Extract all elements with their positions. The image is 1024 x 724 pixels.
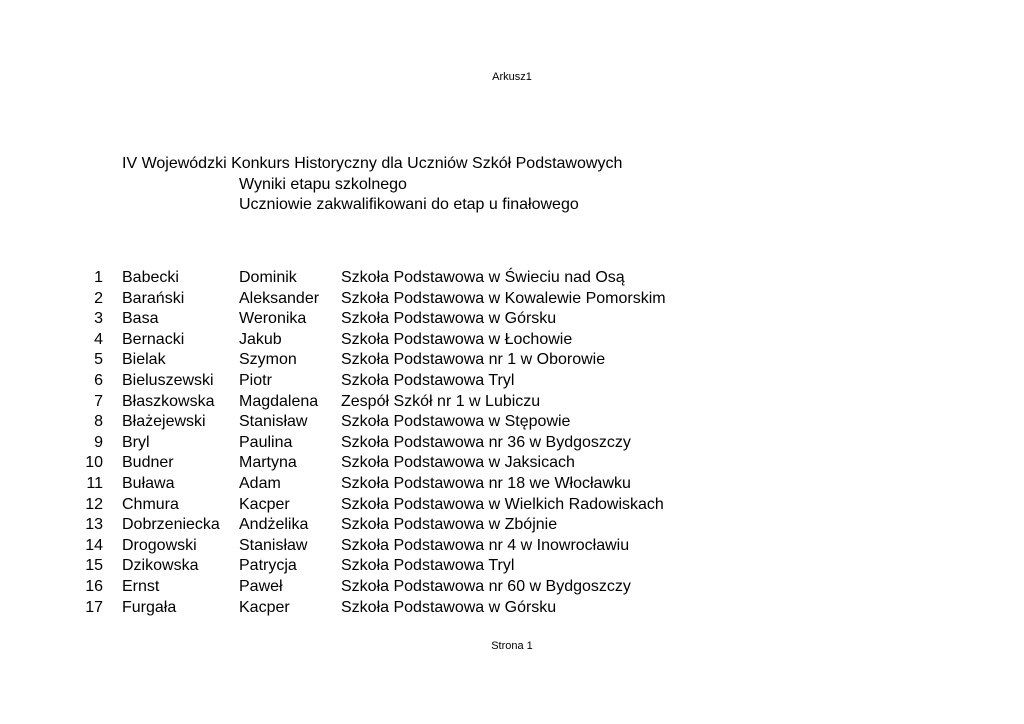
contest-title: IV Wojewódzki Konkurs Historyczny dla Uczniów Szkół Podstawowych: [122, 155, 623, 172]
first-name-cell: Patrycja: [239, 557, 297, 575]
first-name-cell: Weronika: [239, 310, 307, 328]
row-number: 7: [94, 392, 103, 410]
table-row: [60, 598, 760, 619]
school-cell: Szkoła Podstawowa nr 4 w Inowrocławiu: [341, 536, 630, 554]
first-name-cell: Paulina: [239, 433, 293, 451]
first-name-cell: Stanisław: [239, 536, 308, 554]
last-name-cell: Buława: [122, 474, 175, 492]
table-row: [60, 577, 760, 598]
last-name-cell: Dobrzeniecka: [122, 516, 220, 534]
last-name-cell: Bielak: [122, 351, 166, 369]
first-name-cell: Magdalena: [239, 392, 319, 410]
row-number: 13: [85, 516, 103, 534]
row-number: 12: [85, 495, 103, 513]
table-row: [60, 289, 760, 310]
row-number: 17: [85, 598, 103, 616]
table-row: [60, 350, 760, 371]
school-cell: Szkoła Podstawowa w Kowalewie Pomorskim: [341, 289, 666, 307]
first-name-cell: Dominik: [239, 269, 297, 286]
page-number-footer: Strona 1: [491, 640, 533, 652]
row-number: 9: [94, 433, 103, 451]
table-row: [60, 515, 760, 536]
row-number: 3: [94, 310, 103, 328]
table-row: [60, 495, 760, 516]
row-number: 10: [85, 454, 103, 472]
first-name-cell: Jakub: [239, 330, 282, 348]
last-name-cell: Drogowski: [122, 536, 197, 554]
school-cell: Szkoła Podstawowa Tryl: [341, 371, 515, 389]
school-cell: Szkoła Podstawowa w Świeciu nad Osą: [341, 269, 625, 286]
school-cell: Szkoła Podstawowa w Górsku: [341, 310, 557, 328]
last-name-cell: Dzikowska: [122, 557, 199, 575]
row-number: 15: [85, 557, 103, 575]
table-row: [60, 556, 760, 577]
last-name-cell: Bryl: [122, 433, 150, 451]
last-name-cell: Błażejewski: [122, 413, 206, 431]
first-name-cell: Aleksander: [239, 289, 320, 307]
school-cell: Szkoła Podstawowa nr 36 w Bydgoszczy: [341, 433, 631, 451]
last-name-cell: Basa: [122, 310, 159, 328]
school-cell: Szkoła Podstawowa w Łochowie: [341, 330, 573, 348]
last-name-cell: Babecki: [122, 269, 179, 286]
first-name-cell: Szymon: [239, 351, 297, 369]
row-number: 14: [85, 536, 103, 554]
school-cell: Szkoła Podstawowa w Jaksicach: [341, 454, 575, 472]
row-number: 16: [85, 577, 103, 595]
table-row: [60, 412, 760, 433]
table-row: [60, 330, 760, 351]
results-table: [60, 268, 760, 618]
table-row: [60, 433, 760, 454]
row-number: 6: [94, 371, 103, 389]
row-number: 11: [86, 474, 103, 492]
table-row: [60, 371, 760, 392]
school-cell: Zespół Szkół nr 1 w Lubiczu: [341, 392, 541, 410]
school-cell: Szkoła Podstawowa w Stępowie: [341, 413, 571, 431]
school-cell: Szkoła Podstawowa nr 1 w Oborowie: [341, 351, 606, 369]
last-name-cell: Bernacki: [122, 330, 185, 348]
school-cell: Szkoła Podstawowa nr 60 w Bydgoszczy: [341, 577, 631, 595]
school-cell: Szkoła Podstawowa w Wielkich Radowiskach: [341, 495, 664, 513]
sheet-name-header: Arkusz1: [492, 71, 532, 83]
first-name-cell: Stanisław: [239, 413, 308, 431]
first-name-cell: Piotr: [239, 371, 272, 389]
last-name-cell: Chmura: [122, 495, 179, 513]
first-name-cell: Andżelika: [239, 516, 309, 534]
last-name-cell: Barański: [122, 289, 185, 307]
first-name-cell: Paweł: [239, 577, 283, 595]
last-name-cell: Bieluszewski: [122, 371, 214, 389]
row-number: 5: [94, 351, 103, 369]
last-name-cell: Ernst: [122, 577, 160, 595]
last-name-cell: Błaszkowska: [122, 392, 215, 410]
table-row: [60, 474, 760, 495]
table-row: [60, 392, 760, 413]
school-cell: Szkoła Podstawowa w Górsku: [341, 598, 557, 616]
school-cell: Szkoła Podstawowa w Zbójnie: [341, 516, 558, 534]
last-name-cell: Budner: [122, 454, 174, 472]
row-number: 2: [94, 289, 103, 307]
row-number: 1: [94, 269, 103, 286]
qualified-subtitle: Uczniowie zakwalifikowani do etap u finałowego: [239, 196, 579, 213]
row-number: 8: [94, 413, 103, 431]
first-name-cell: Kacper: [239, 598, 290, 616]
table-row: [60, 453, 760, 474]
school-cell: Szkoła Podstawowa Tryl: [341, 557, 515, 575]
table-row: [60, 268, 760, 289]
first-name-cell: Martyna: [239, 454, 297, 472]
row-number: 4: [94, 330, 103, 348]
school-cell: Szkoła Podstawowa nr 18 we Włocławku: [341, 474, 631, 492]
first-name-cell: Adam: [239, 474, 281, 492]
results-subtitle: Wyniki etapu szkolnego: [239, 176, 407, 193]
first-name-cell: Kacper: [239, 495, 290, 513]
last-name-cell: Furgała: [122, 598, 177, 616]
table-row: [60, 536, 760, 557]
table-row: [60, 309, 760, 330]
